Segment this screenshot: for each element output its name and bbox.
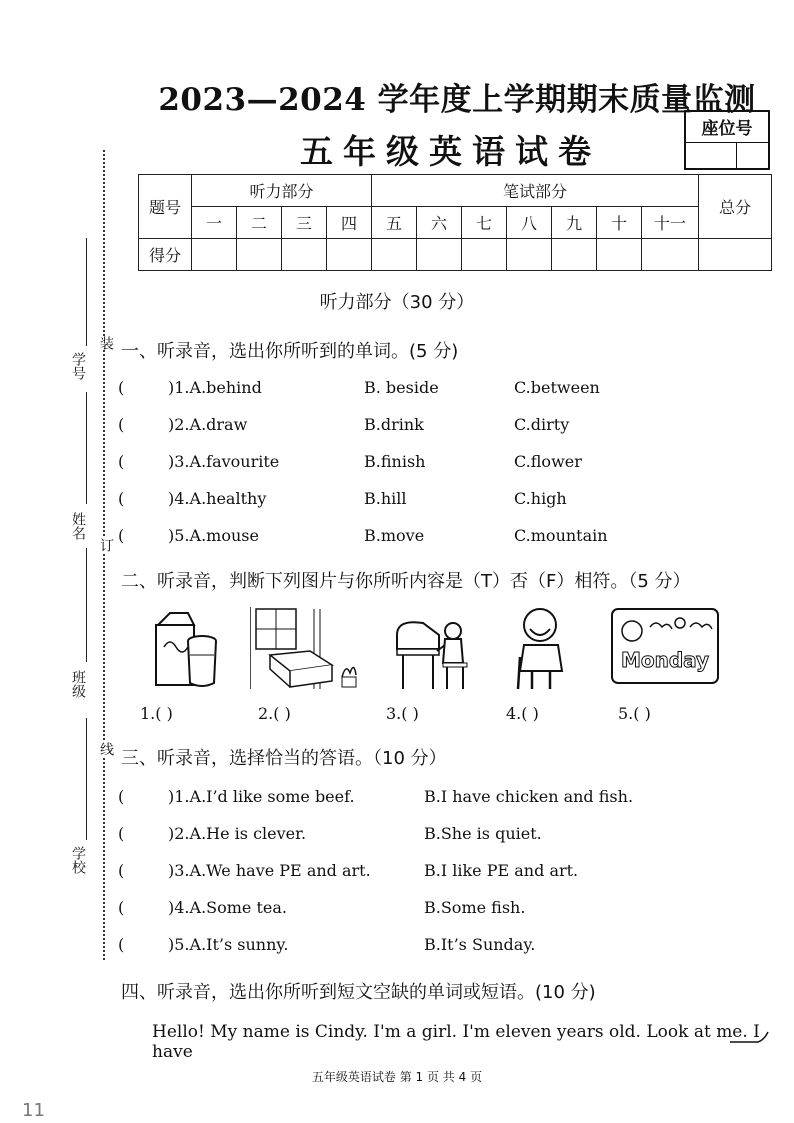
question-row (118, 378, 738, 402)
margin-label-class: 班级 (70, 670, 86, 698)
binding-dotted-line (103, 150, 105, 960)
score-table (138, 174, 772, 271)
school-write-line[interactable] (86, 718, 87, 840)
question-number: 十一 (642, 207, 699, 239)
answer-paren[interactable]: ( (118, 898, 125, 917)
margin-label-student-id: 学号 (70, 352, 86, 380)
option-a: )4.A.Some tea. (168, 898, 287, 917)
monday-sign-icon (610, 605, 720, 691)
question-number: 四 (327, 207, 372, 239)
written-part-label: 笔试部分 (372, 175, 699, 207)
picture-answer[interactable]: 4.( ) (506, 704, 539, 723)
question-row (118, 861, 738, 885)
total-score-cell[interactable] (699, 239, 772, 271)
option-a: )4.A.healthy (168, 489, 267, 508)
answer-paren[interactable]: ( (118, 935, 125, 954)
picture-answer[interactable]: 1.( ) (140, 704, 173, 723)
question-number: 六 (417, 207, 462, 239)
question-number: 五 (372, 207, 417, 239)
answer-paren[interactable]: ( (118, 489, 125, 508)
question-row (118, 526, 738, 550)
exam-title-line1: 2023—2024 学年度上学期期末质量监测 (158, 82, 756, 118)
option-a: )5.A.It’s sunny. (168, 935, 289, 954)
score-cell[interactable] (417, 239, 462, 271)
option-b: B.finish (364, 452, 426, 471)
option-b: B.I have chicken and fish. (424, 787, 634, 806)
question-number: 九 (552, 207, 597, 239)
score-cell[interactable] (552, 239, 597, 271)
passage-text: Hello! My name is Cindy. I'm a girl. I'm eleven years old. Look at me. I have (152, 1022, 760, 1062)
option-a: )1.A.behind (168, 378, 262, 397)
margin-label-school: 学校 (70, 846, 86, 874)
option-c: C.between (514, 378, 600, 397)
exam-title-line2: 五年级英语试卷 (300, 132, 601, 171)
question-row (118, 824, 738, 848)
girl-playing-piano-icon (393, 605, 473, 697)
answer-paren[interactable]: ( (118, 452, 125, 471)
score-cell[interactable] (237, 239, 282, 271)
option-a: )2.A.He is clever. (168, 824, 307, 843)
question-number: 十 (597, 207, 642, 239)
option-c: C.dirty (514, 415, 570, 434)
question-number: 八 (507, 207, 552, 239)
question-number: 三 (282, 207, 327, 239)
picture-answer[interactable]: 5.( ) (618, 704, 651, 723)
question-number: 七 (462, 207, 507, 239)
option-a: )3.A.We have PE and art. (168, 861, 371, 880)
question-row (118, 787, 738, 811)
answer-paren[interactable]: ( (118, 526, 125, 545)
option-a: )1.A.I’d like some beef. (168, 787, 355, 806)
option-b: B.move (364, 526, 425, 545)
option-c: C.high (514, 489, 567, 508)
answer-paren[interactable]: ( (118, 415, 125, 434)
part2-heading: 二、听录音，判断下列图片与你所听内容是（T）否（F）相符。（5 分） (121, 571, 691, 592)
old-man-with-cane-icon (510, 605, 574, 697)
page-footer: 五年级英语试卷 第 1 页 共 4 页 (311, 1070, 483, 1084)
score-cell[interactable] (282, 239, 327, 271)
binding-mark-ding: 订 (98, 538, 114, 552)
binding-mark-xian: 线 (98, 742, 114, 756)
score-cell[interactable] (462, 239, 507, 271)
row-header-label: 题号 (139, 175, 192, 239)
option-b: B. beside (364, 378, 439, 397)
answer-paren[interactable]: ( (118, 861, 125, 880)
picture-answer[interactable]: 3.( ) (386, 704, 419, 723)
question-row (118, 935, 738, 959)
question-row (118, 452, 738, 476)
part3-heading: 三、听录音，选择恰当的答语。（10 分） (121, 748, 447, 769)
seat-number-cell[interactable] (686, 142, 737, 170)
seat-number-label: 座位号 (686, 114, 768, 143)
score-cell[interactable] (372, 239, 417, 271)
listening-section-title: 听力部分（30 分） (319, 292, 475, 313)
answer-paren[interactable]: ( (118, 378, 125, 397)
score-cell[interactable] (507, 239, 552, 271)
picture-answer[interactable]: 2.( ) (258, 704, 291, 723)
question-number: 二 (237, 207, 282, 239)
option-c: C.flower (514, 452, 582, 471)
score-cell[interactable] (192, 239, 237, 271)
part4-heading: 四、听录音，选出你所听到短文空缺的单词或短语。(10 分) (121, 982, 596, 1003)
corner-mark: 11 (22, 1100, 45, 1121)
score-cell[interactable] (642, 239, 699, 271)
milk-carton-glass-icon (150, 605, 220, 693)
question-row (118, 489, 738, 513)
answer-paren[interactable]: ( (118, 824, 125, 843)
score-label: 得分 (139, 239, 192, 271)
answer-paren[interactable]: ( (118, 787, 125, 806)
option-c: C.mountain (514, 526, 608, 545)
option-b: B.I like PE and art. (424, 861, 579, 880)
option-b: B.Some fish. (424, 898, 526, 917)
option-a: )3.A.favourite (168, 452, 280, 471)
option-a: )2.A.draw (168, 415, 248, 434)
margin-label-name: 姓名 (70, 512, 86, 540)
total-label: 总分 (699, 175, 772, 239)
option-a: )5.A.mouse (168, 526, 259, 545)
name-write-line[interactable] (86, 392, 87, 504)
score-cell[interactable] (327, 239, 372, 271)
question-row (118, 415, 738, 439)
listening-part-label: 听力部分 (192, 175, 372, 207)
option-b: B.She is quiet. (424, 824, 542, 843)
part1-heading: 一、听录音，选出你所听到的单词。(5 分) (121, 341, 459, 362)
blank-line[interactable] (730, 1026, 770, 1046)
monday-sign-text: Monday (620, 648, 710, 672)
question-row (118, 898, 738, 922)
seat-number-box (684, 110, 770, 170)
option-b: B.hill (364, 489, 407, 508)
option-b: B.drink (364, 415, 424, 434)
class-write-line[interactable] (86, 548, 87, 662)
score-cell[interactable] (597, 239, 642, 271)
binding-mark-zhuang: 装 (98, 336, 114, 350)
option-b: B.It’s Sunday. (424, 935, 536, 954)
bedroom-icon (250, 605, 362, 695)
question-number: 一 (192, 207, 237, 239)
